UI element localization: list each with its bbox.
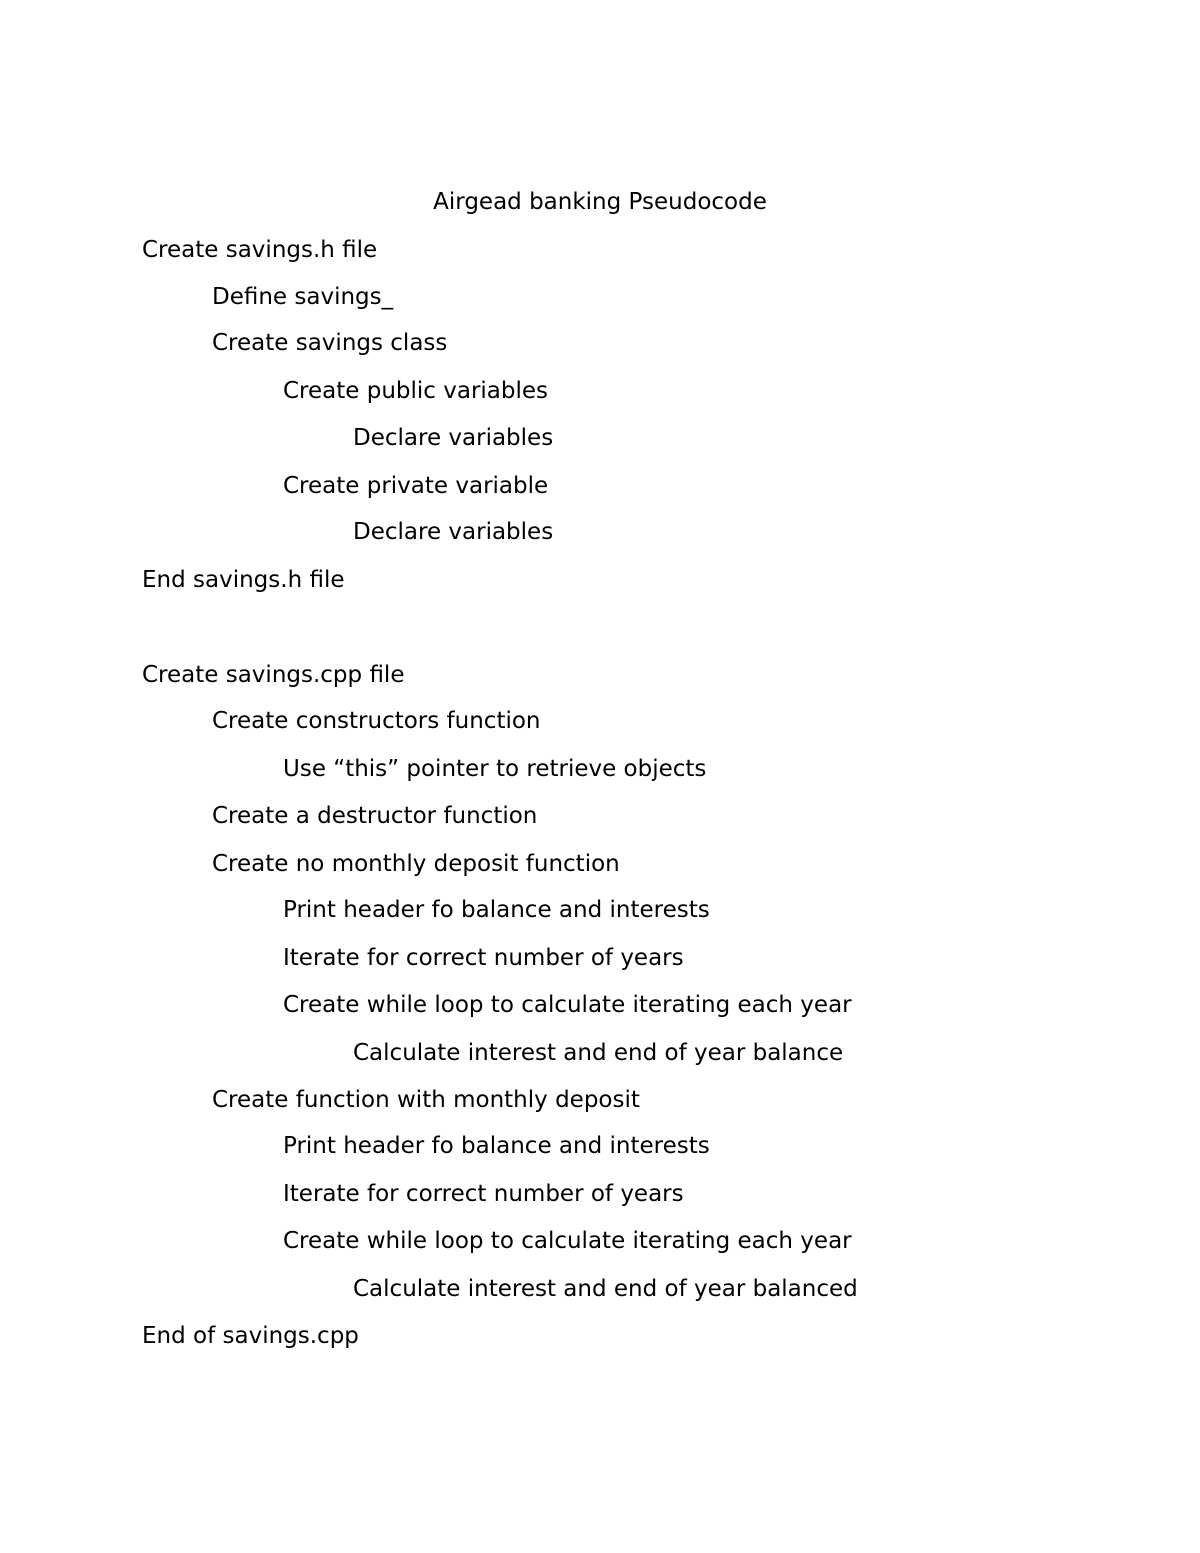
pseudocode-line: Declare variables bbox=[353, 519, 554, 545]
pseudocode-line: Create no monthly deposit function bbox=[212, 851, 620, 877]
pseudocode-line: Create while loop to calculate iterating each year bbox=[283, 992, 852, 1018]
pseudocode-line: Use “this” pointer to retrieve objects bbox=[283, 756, 707, 782]
pseudocode-line: Calculate interest and end of year balanced bbox=[353, 1276, 858, 1302]
pseudocode-line: Create constructors function bbox=[212, 708, 541, 734]
pseudocode-line: Create public variables bbox=[283, 378, 549, 404]
document-title: Airgead banking Pseudocode bbox=[433, 189, 767, 215]
pseudocode-line: Print header fo balance and interests bbox=[283, 897, 710, 923]
pseudocode-line: Create while loop to calculate iterating each year bbox=[283, 1228, 852, 1254]
pseudocode-line: Define savings_ bbox=[212, 284, 394, 310]
pseudocode-line: Create savings class bbox=[212, 330, 448, 356]
pseudocode-line: Create function with monthly deposit bbox=[212, 1087, 640, 1113]
pseudocode-line: Create savings.h file bbox=[142, 237, 378, 263]
pseudocode-line: Print header fo balance and interests bbox=[283, 1133, 710, 1159]
pseudocode-line: End of savings.cpp bbox=[142, 1323, 359, 1349]
pseudocode-line: Calculate interest and end of year balance bbox=[353, 1040, 844, 1066]
pseudocode-line: Iterate for correct number of years bbox=[283, 1181, 684, 1207]
pseudocode-line: Create savings.cpp file bbox=[142, 662, 405, 688]
pseudocode-line: Create a destructor function bbox=[212, 803, 538, 829]
pseudocode-line: Iterate for correct number of years bbox=[283, 945, 684, 971]
pseudocode-line: Create private variable bbox=[283, 473, 549, 499]
pseudocode-line: Declare variables bbox=[353, 425, 554, 451]
pseudocode-line: End savings.h file bbox=[142, 567, 345, 593]
